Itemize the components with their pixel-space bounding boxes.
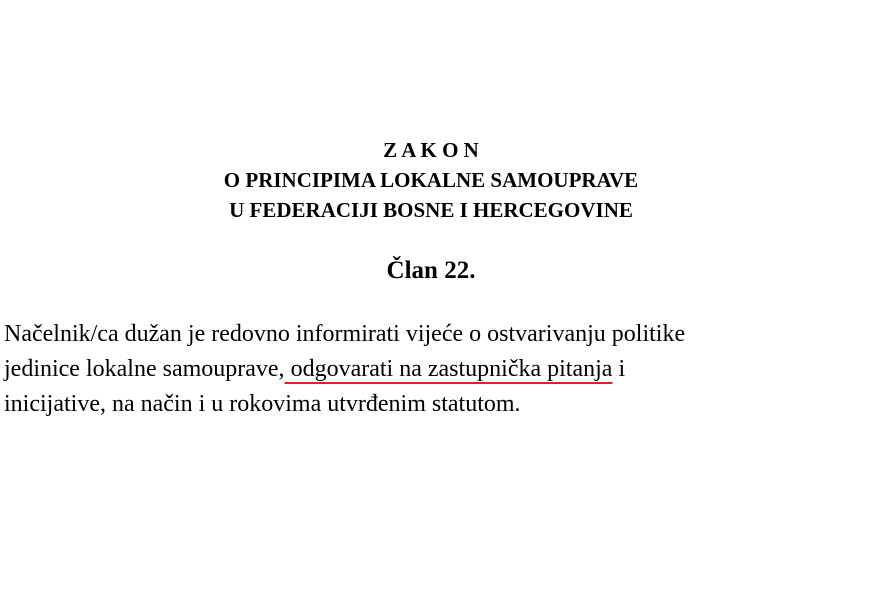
law-subtitle-line-2: U FEDERACIJI BOSNE I HERCEGOVINE: [229, 198, 633, 222]
article-text-segment: jedinice lokalne samouprave,: [4, 356, 285, 382]
law-title-block: [0, 135, 862, 225]
article-text-line-2: [4, 352, 870, 387]
article-text: [4, 317, 870, 422]
law-subtitle-line-1: O PRINCIPIMA LOKALNE SAMOUPRAVE: [223, 168, 639, 192]
article-text-line-3: inicijative, na način i u rokovima utvrđenim statutom.: [4, 391, 521, 417]
highlighted-phrase: odgovarati na zastupnička pitanja: [284, 356, 613, 382]
law-title: Z A K O N: [383, 138, 479, 162]
article-heading: Član 22.: [386, 257, 476, 284]
article-text-line-1: Načelnik/ca dužan je redovno informirati vijeće o ostvarivanju politike: [4, 321, 686, 347]
article-text-segment: i: [612, 356, 626, 382]
